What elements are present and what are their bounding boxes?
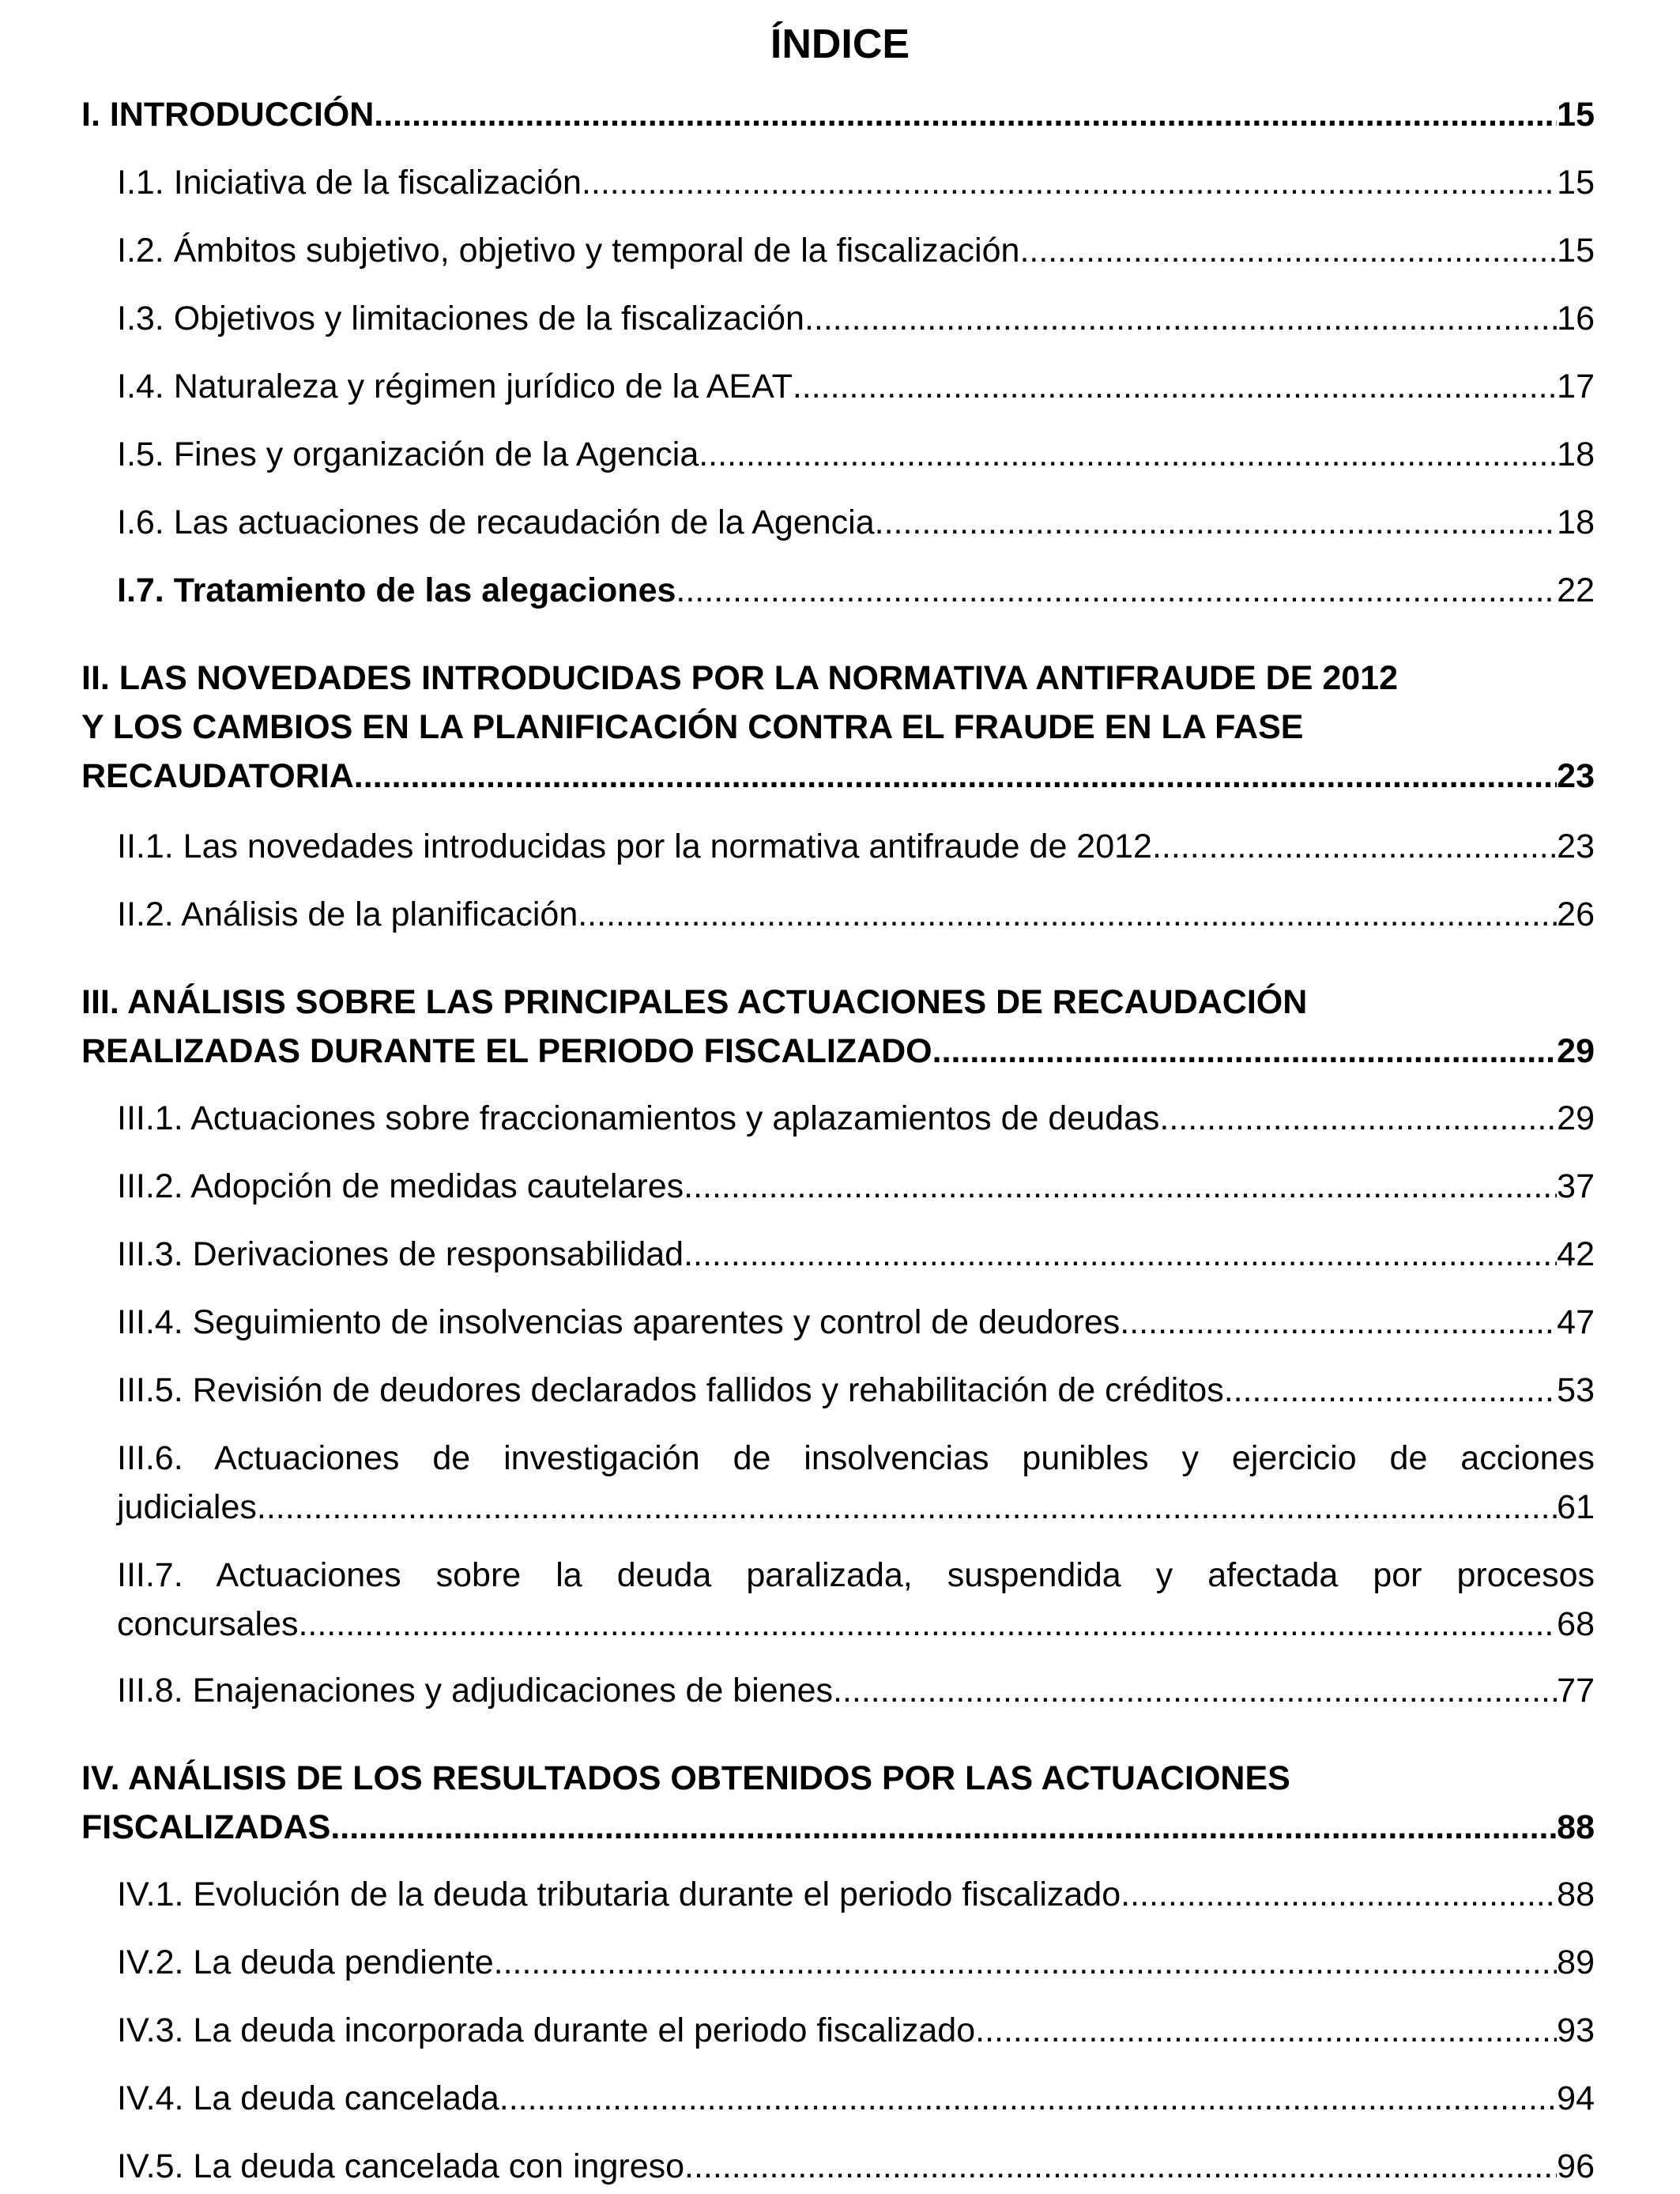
toc-entry-label: III.1. Actuaciones sobre fraccionamientos y aplazamientos de deudas. bbox=[117, 1099, 1170, 1137]
leader-dots bbox=[793, 362, 1557, 411]
toc-entry-label: IV.3. La deuda incorporada durante el periodo fiscalizado. bbox=[117, 2011, 985, 2049]
toc-entry-2-2[interactable] bbox=[117, 890, 1595, 939]
toc-entry-line: III.7. Actuaciones sobre la deuda paralizada, suspendida y afectada por procesos bbox=[117, 1556, 1595, 1594]
toc-page-number: 96 bbox=[1557, 2147, 1595, 2185]
toc-entry-4-2[interactable] bbox=[117, 1938, 1595, 1987]
toc-entry-1-3[interactable] bbox=[117, 294, 1595, 343]
toc-entry-3-2[interactable] bbox=[117, 1162, 1595, 1211]
toc-page-number: 61 bbox=[1557, 1488, 1595, 1526]
toc-page-number: 26 bbox=[1557, 895, 1595, 933]
toc-page-number: 17 bbox=[1557, 368, 1595, 405]
leader-dots bbox=[875, 498, 1558, 547]
toc-entry-section-2[interactable] bbox=[81, 654, 1595, 801]
toc-entry-line: Y LOS CAMBIOS EN LA PLANIFICACIÓN CONTRA EL FRAUDE EN LA FASE bbox=[81, 708, 1304, 746]
leader-dots bbox=[676, 566, 1557, 615]
leader-dots bbox=[693, 1230, 1557, 1279]
toc-page-number: 15 bbox=[1557, 232, 1595, 270]
toc-page-number: 47 bbox=[1557, 1303, 1595, 1341]
toc-page-number: 77 bbox=[1557, 1672, 1595, 1710]
toc-entry-line: III.6. Actuaciones de investigación de insolvencias punibles y ejercicio de acciones bbox=[117, 1439, 1595, 1477]
toc-entry-1-4[interactable] bbox=[117, 362, 1595, 411]
toc-entry-label: I. INTRODUCCIÓN bbox=[81, 96, 375, 134]
toc-entry-line: IV. ANÁLISIS DE LOS RESULTADOS OBTENIDOS POR LAS ACTUACIONES bbox=[81, 1759, 1290, 1797]
toc-page-number: 29 bbox=[1557, 1099, 1595, 1137]
leader-dots bbox=[1121, 1870, 1557, 1919]
leader-dots bbox=[833, 1666, 1557, 1715]
leader-dots bbox=[699, 430, 1557, 479]
toc-entry-section-1[interactable] bbox=[81, 90, 1595, 139]
toc-page-number: 88 bbox=[1557, 1875, 1595, 1913]
toc-page-number: 53 bbox=[1557, 1371, 1595, 1409]
leader-dots bbox=[494, 1938, 1558, 1987]
toc-entry-label: II.1. Las novedades introducidas por la normativa antifraude de 2012 bbox=[117, 827, 1152, 865]
toc-entry-label: I.3. Objetivos y limitaciones de la fiscalización bbox=[117, 300, 804, 337]
toc-title: ÍNDICE bbox=[770, 21, 910, 67]
toc-entry-4-1[interactable] bbox=[117, 1870, 1595, 1919]
toc-entry-label: judiciales. bbox=[117, 1488, 266, 1526]
toc-entry-3-1[interactable] bbox=[117, 1094, 1595, 1143]
toc-entry-label: I.4. Naturaleza y régimen jurídico de la AEAT bbox=[117, 368, 793, 405]
toc-page-number: 88 bbox=[1557, 1808, 1595, 1846]
toc-entry-section-4[interactable] bbox=[81, 1754, 1595, 1852]
leader-dots bbox=[1234, 1366, 1558, 1415]
leader-dots bbox=[582, 158, 1557, 207]
toc-entry-label: I.1. Iniciativa de la fiscalización bbox=[117, 164, 582, 202]
toc-entry-label: I.5. Fines y organización de la Agencia bbox=[117, 435, 699, 473]
leader-dots bbox=[804, 294, 1557, 343]
toc-entry-1-5[interactable] bbox=[117, 430, 1595, 479]
toc-entry-label: IV.1. Evolución de la deuda tributaria durante el periodo fiscalizado bbox=[117, 1875, 1121, 1913]
toc-entry-4-5[interactable] bbox=[117, 2142, 1595, 2191]
toc-entry-label: III.4. Seguimiento de insolvencias aparentes y control de deudores. bbox=[117, 1303, 1130, 1341]
toc-page-number: 18 bbox=[1557, 503, 1595, 541]
leader-dots bbox=[1129, 1298, 1557, 1347]
toc-page-number: 15 bbox=[1557, 96, 1595, 134]
toc-entry-label: FISCALIZADAS. bbox=[81, 1808, 341, 1846]
toc-entry-label: IV.2. La deuda pendiente bbox=[117, 1943, 494, 1981]
toc-entry-2-1[interactable] bbox=[117, 822, 1595, 871]
toc-page-number: 18 bbox=[1557, 435, 1595, 473]
leader-dots bbox=[693, 1162, 1557, 1211]
leader-dots bbox=[307, 1600, 1557, 1649]
leader-dots bbox=[1169, 1094, 1557, 1143]
toc-entry-label: II.2. Análisis de la planificación bbox=[117, 895, 578, 933]
toc-entry-4-4[interactable] bbox=[117, 2074, 1595, 2123]
toc-page-number: 42 bbox=[1557, 1235, 1595, 1273]
toc-page-number: 68 bbox=[1557, 1605, 1595, 1643]
toc-page-number: 89 bbox=[1557, 1943, 1595, 1981]
leader-dots bbox=[985, 2006, 1557, 2055]
toc-page-number: 37 bbox=[1557, 1167, 1595, 1205]
toc-entry-1-2[interactable] bbox=[117, 226, 1595, 275]
toc-entry-section-3[interactable] bbox=[81, 978, 1595, 1076]
leader-dots bbox=[1019, 226, 1557, 275]
toc-entry-label: REALIZADAS DURANTE EL PERIODO FISCALIZADO bbox=[81, 1032, 932, 1070]
toc-entry-3-4[interactable] bbox=[117, 1298, 1595, 1347]
leader-dots bbox=[363, 752, 1557, 801]
toc-entry-line: II. LAS NOVEDADES INTRODUCIDAS POR LA NORMATIVA ANTIFRAUDE DE 2012 bbox=[81, 659, 1398, 697]
toc-entry-label: III.2. Adopción de medidas cautelares. bbox=[117, 1167, 694, 1205]
toc-entry-line: III. ANÁLISIS SOBRE LAS PRINCIPALES ACTUACIONES DE RECAUDACIÓN bbox=[81, 983, 1308, 1021]
toc-entry-label: III.5. Revisión de deudores declarados fallidos y rehabilitación de créditos. bbox=[117, 1371, 1234, 1409]
toc-entry-label: I.7. Tratamiento de las alegaciones bbox=[117, 571, 676, 609]
toc-page-number: 29 bbox=[1557, 1032, 1595, 1070]
leader-dots bbox=[266, 1483, 1557, 1532]
toc-entry-label: IV.4. La deuda cancelada bbox=[117, 2079, 499, 2117]
toc-entry-label: III.3. Derivaciones de responsabilidad. bbox=[117, 1235, 694, 1273]
leader-dots bbox=[578, 890, 1557, 939]
leader-dots bbox=[374, 90, 1557, 139]
leader-dots bbox=[499, 2074, 1557, 2123]
toc-entry-label: III.8. Enajenaciones y adjudicaciones de bienes bbox=[117, 1672, 834, 1710]
toc-entry-1-6[interactable] bbox=[117, 498, 1595, 547]
toc-page-number: 15 bbox=[1557, 164, 1595, 202]
toc-page-number: 93 bbox=[1557, 2011, 1595, 2049]
toc-entry-label: I.6. Las actuaciones de recaudación de la Agencia bbox=[117, 503, 875, 541]
toc-entry-3-6[interactable] bbox=[117, 1434, 1595, 1532]
toc-page-number: 16 bbox=[1557, 300, 1595, 337]
toc-page-number: 94 bbox=[1557, 2079, 1595, 2117]
toc-page-number: 23 bbox=[1557, 827, 1595, 865]
toc-entry-1-1[interactable] bbox=[117, 158, 1595, 207]
toc-entry-1-7[interactable] bbox=[117, 566, 1595, 615]
toc-entry-3-7[interactable] bbox=[117, 1551, 1595, 1649]
toc-entry-3-3[interactable] bbox=[117, 1230, 1595, 1279]
toc-entry-3-8[interactable] bbox=[117, 1666, 1595, 1715]
toc-entry-4-3[interactable] bbox=[117, 2006, 1595, 2055]
toc-entry-label: RECAUDATORIA. bbox=[81, 757, 363, 795]
leader-dots bbox=[1152, 822, 1557, 871]
leader-dots bbox=[684, 2142, 1557, 2191]
toc-entry-label: I.2. Ámbitos subjetivo, objetivo y temporal de la fiscalización bbox=[117, 232, 1020, 270]
leader-dots bbox=[932, 1027, 1558, 1076]
toc-entry-label: concursales. bbox=[117, 1605, 308, 1643]
toc-page-number: 22 bbox=[1557, 571, 1595, 609]
toc-entry-label: IV.5. La deuda cancelada con ingreso bbox=[117, 2147, 685, 2185]
leader-dots bbox=[340, 1803, 1557, 1852]
toc-entry-3-5[interactable] bbox=[117, 1366, 1595, 1415]
toc-page-number: 23 bbox=[1557, 757, 1595, 795]
